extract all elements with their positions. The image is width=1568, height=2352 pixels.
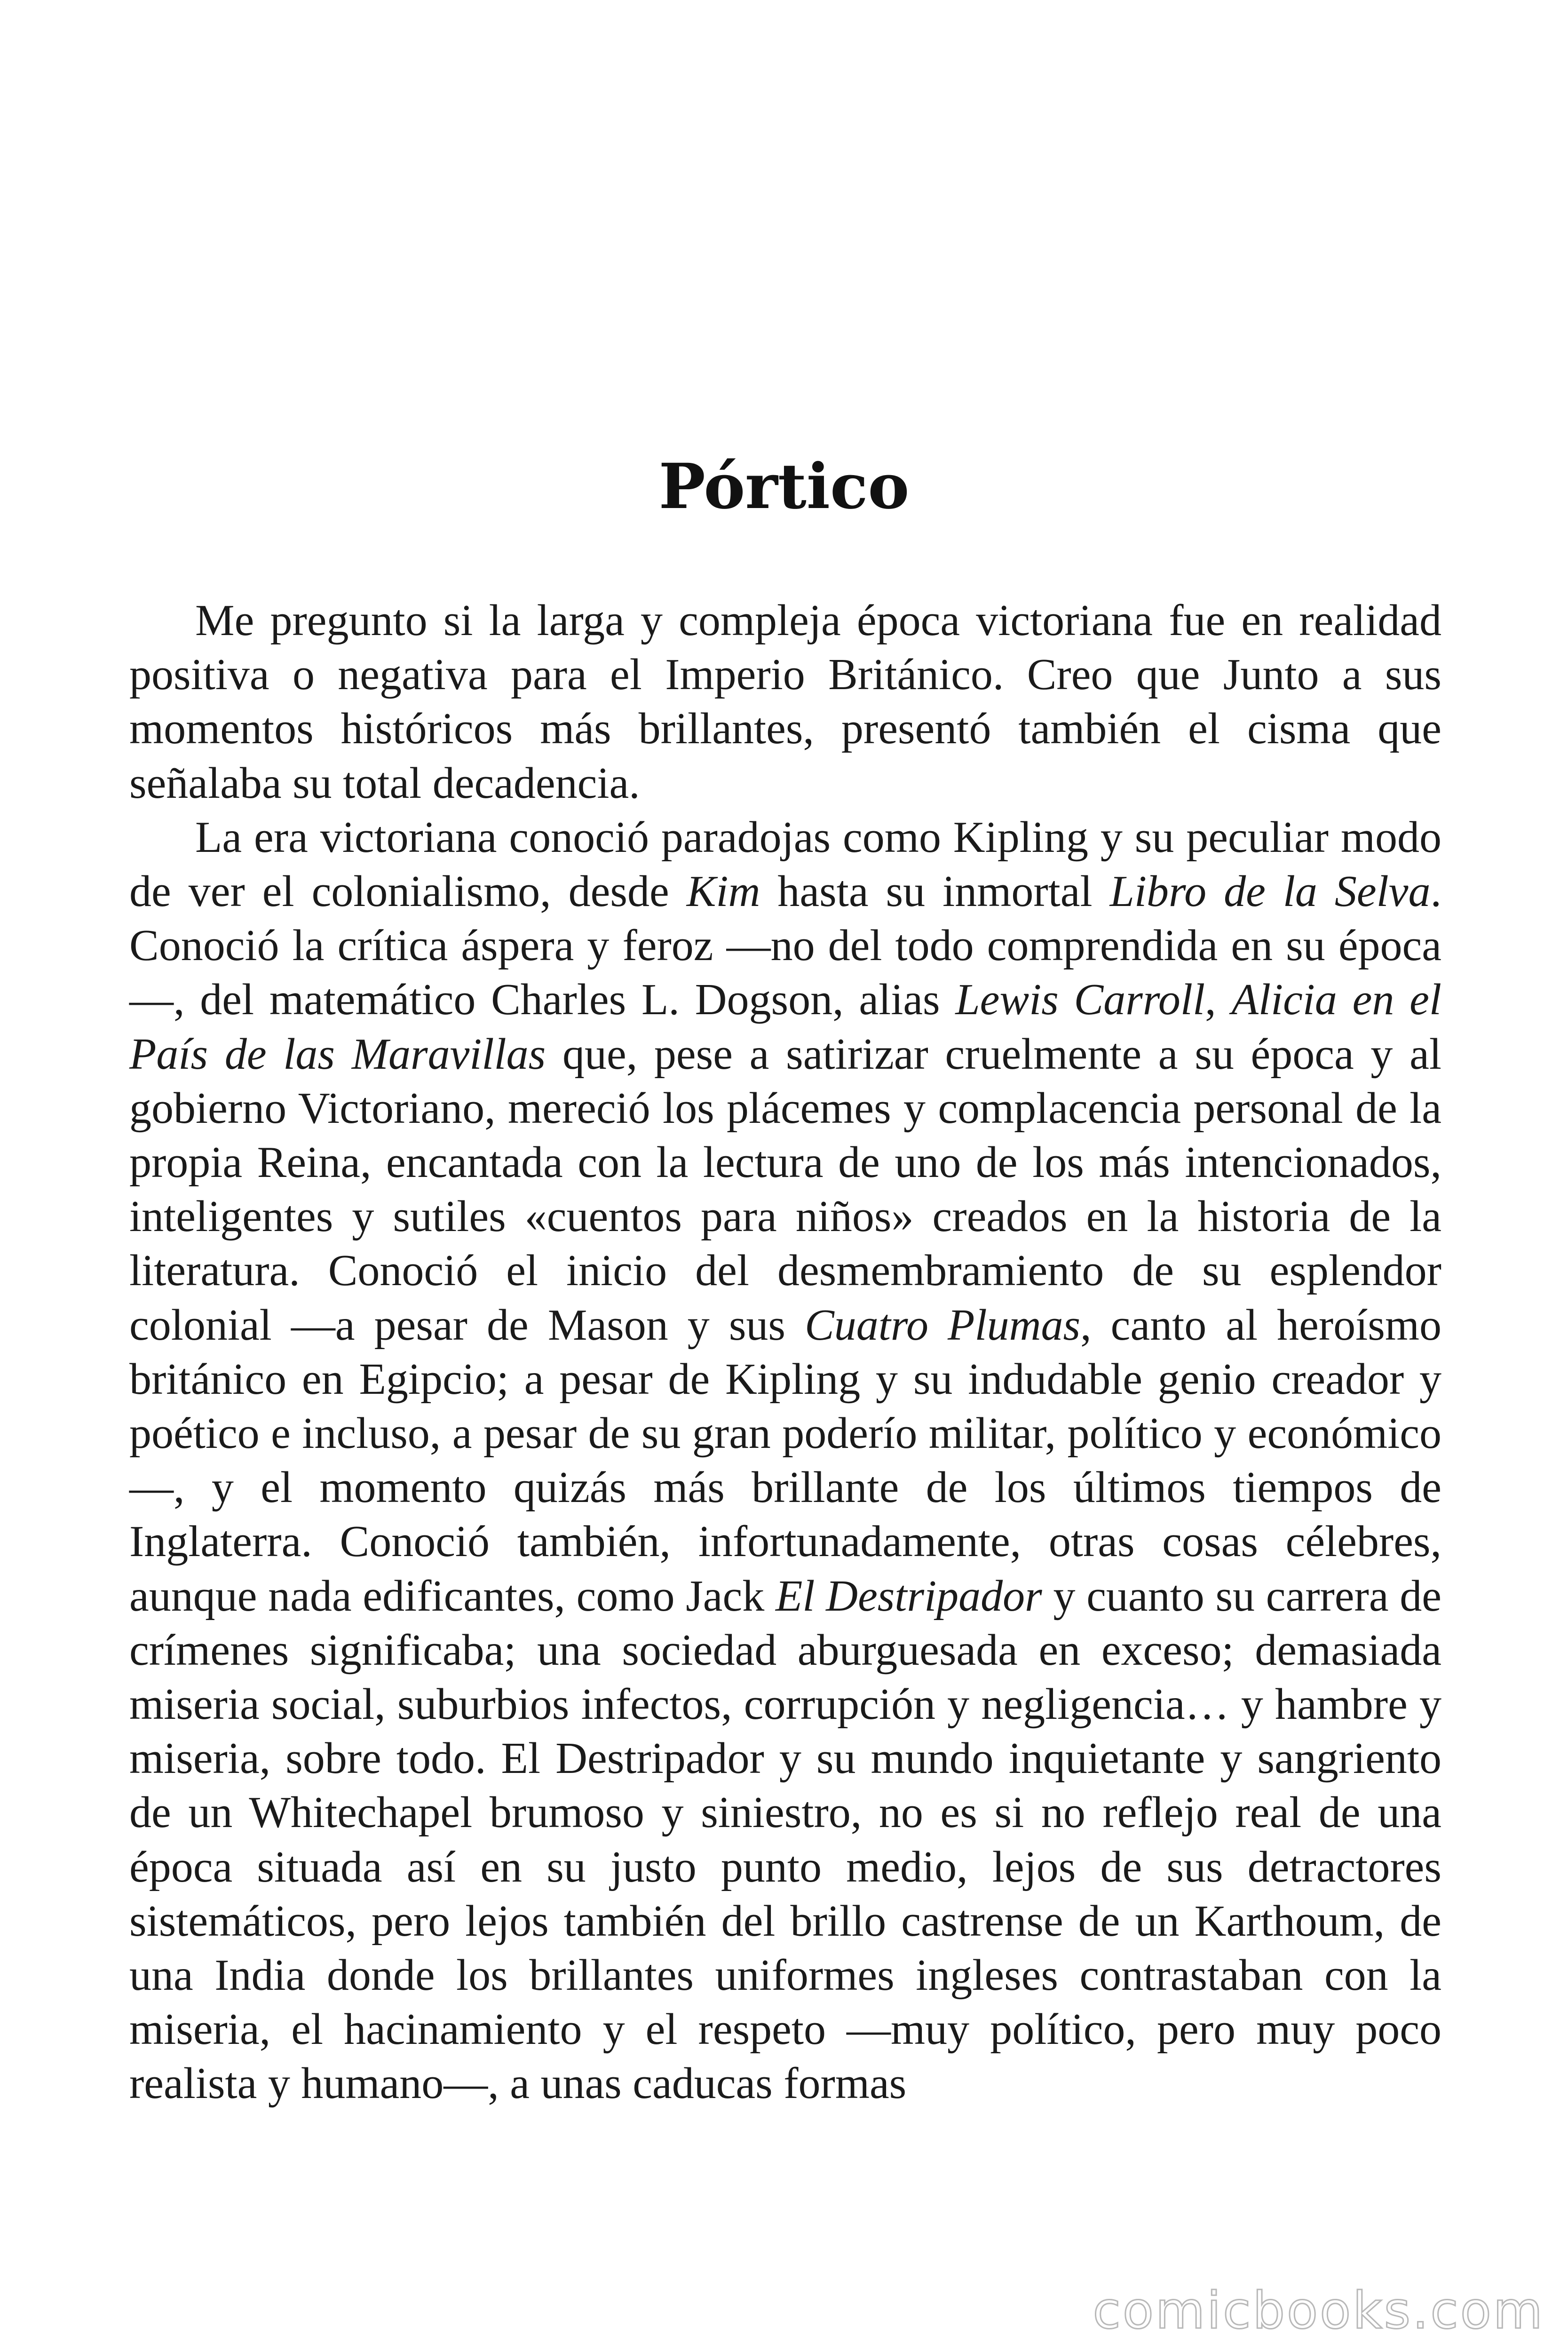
italic-title: Alicia en el País de las Maravillas [129,975,1442,1079]
paragraph-text: , canto al heroísmo británico en Egipcio; a pesar de Kipling y su indudable genio creador y poético e incluso, a pesar de su gran poderío militar, político y económico—, y el momento quizás más brillante de los últimos tiempos de Inglaterra. Conoció también, infortunadamente, otras cosas célebres, aunque nada edificantes, como Jack [129,1300,1441,1621]
paragraph [129,810,1441,2111]
paragraph-text: . Conoció la crítica áspera y feroz —no del todo comprendida en su época—, del matemático Charles L. Dogson, alias [129,867,1441,1025]
paragraph-text: , [1205,975,1232,1025]
watermark-logo: comicbooks.com [1093,2281,1544,2340]
paragraph-text: hasta su inmortal [760,867,1110,916]
chapter-title: Pórtico [658,450,910,523]
paragraph-text: que, pese a satirizar cruelmente a su época y al gobierno Victoriano, mereció los plácemes y complacencia personal de la propia Reina, encantada con la lectura de uno de los más intencionados, inteligentes y sutiles «cuentos para niños» creados en la historia de la literatura. Conoció el inicio del desmembramiento de su esplendor colonial —a pesar de Mason y sus [129,1029,1441,1350]
paragraph-text: Me pregunto si la larga y compleja época victoriana fue en realidad positiva o negativa para el Imperio Británico. Creo que Junto a sus momentos históricos más brillantes, presentó también el cisma que señalaba su total decadencia. [129,596,1441,808]
italic-name: Lewis Carroll [955,975,1205,1025]
italic-title: Cuatro Plumas [805,1300,1081,1350]
chapter-body [129,594,1441,2111]
italic-title: Kim [686,867,760,916]
italic-title: Libro de la Selva [1109,867,1431,916]
paragraph-text: y cuanto su carrera de crímenes significaba; una sociedad aburguesada en exceso; demasiada miseria social, suburbios infectos, corrupción y negligencia… y hambre y miseria, sobre todo. El Destripador y su mundo inquietante y sangriento de un Whitechapel brumoso y siniestro, no es si no reflejo real de una época situada así en su justo punto medio, lejos de sus detractores sistemáticos, pero lejos también del brillo castrense de un Karthoum, de una India donde los brillantes uniformes ingleses contrastaban con la miseria, el hacinamiento y el respeto —muy político, pero muy poco realista y humano—, a unas caducas formas [129,1571,1441,2108]
paragraph-text: La era victoriana conoció paradojas como Kipling y su peculiar modo de ver el colonialismo, desde [129,812,1441,916]
italic-name: El Destripador [775,1571,1042,1621]
paragraph [129,594,1441,810]
